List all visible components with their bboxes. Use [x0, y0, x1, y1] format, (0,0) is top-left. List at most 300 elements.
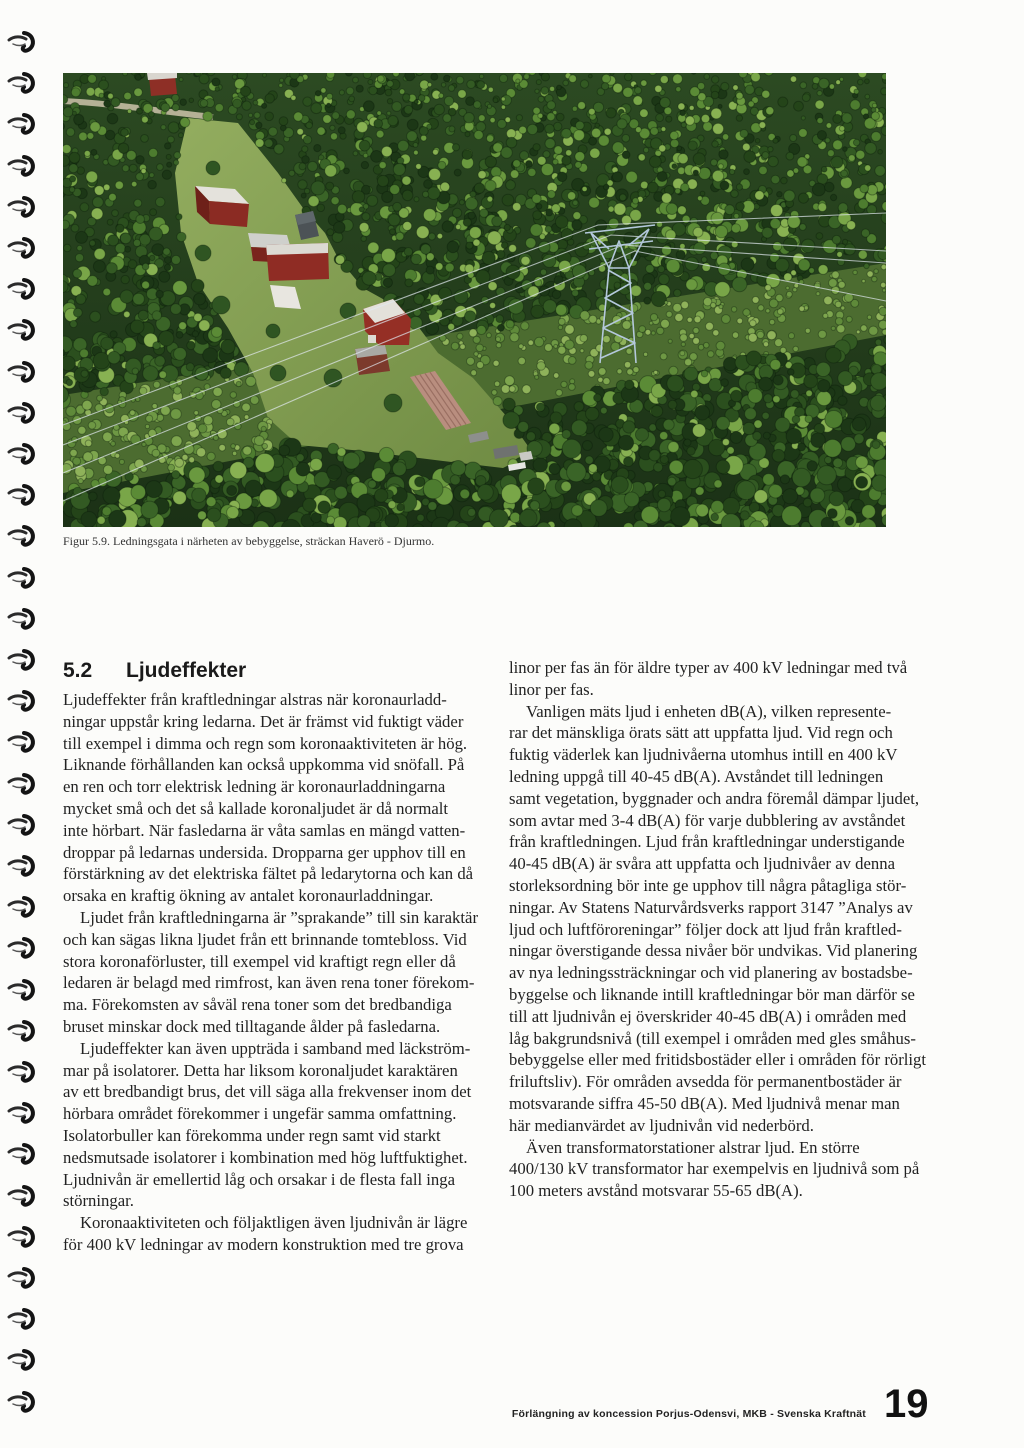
tree	[172, 94, 179, 101]
tree	[120, 233, 131, 244]
tree	[636, 127, 642, 133]
tree	[521, 322, 529, 330]
tree	[644, 352, 648, 356]
tree	[142, 263, 149, 270]
tree	[660, 76, 668, 84]
tree	[585, 361, 593, 369]
tree	[71, 88, 80, 97]
tree	[545, 226, 552, 233]
tree	[398, 140, 409, 151]
tree	[353, 151, 358, 156]
tree	[447, 241, 459, 253]
text-line: Liknande förhållanden kan också uppkomma vid snöfall. På	[63, 755, 465, 775]
binding-ring	[5, 689, 37, 713]
binding-coil	[5, 607, 37, 631]
tree	[661, 319, 670, 328]
tree	[763, 474, 775, 486]
tree	[817, 91, 822, 96]
tree	[658, 490, 665, 497]
tree	[598, 135, 609, 146]
tree	[246, 376, 256, 386]
tree	[414, 150, 419, 155]
tree	[524, 74, 530, 80]
text-line: och kan sägas likna ljudet från ett brinnande tomtebloss. Vid	[63, 929, 467, 949]
tree	[433, 149, 439, 155]
tree	[732, 332, 738, 338]
tree	[687, 317, 692, 322]
tree	[76, 231, 88, 243]
tree	[513, 160, 521, 168]
tree	[817, 391, 832, 406]
tree	[215, 104, 223, 112]
tree	[812, 183, 825, 196]
tree	[875, 166, 886, 177]
tree	[308, 161, 318, 171]
tree	[189, 98, 194, 103]
tree	[617, 369, 622, 374]
tree	[504, 224, 510, 230]
tree	[554, 344, 558, 348]
tree	[635, 428, 648, 441]
tree	[816, 362, 830, 376]
tree	[771, 204, 783, 216]
tree	[676, 87, 681, 92]
tree	[451, 461, 466, 476]
paragraph	[509, 1137, 929, 1202]
tree	[141, 501, 158, 518]
tree	[465, 311, 476, 322]
binding-coil	[5, 1142, 37, 1166]
tree	[769, 319, 774, 324]
tree	[423, 479, 443, 499]
tree	[532, 194, 541, 203]
binding-coil	[5, 1019, 37, 1043]
tree	[723, 134, 729, 140]
tree	[693, 328, 699, 334]
text-line: linor per fas.	[509, 679, 594, 699]
tree	[829, 491, 844, 506]
tree	[413, 143, 418, 148]
tree	[602, 83, 609, 90]
tree	[589, 108, 596, 115]
tree	[106, 263, 117, 274]
tree	[677, 146, 682, 151]
tree	[88, 422, 96, 430]
tree	[136, 156, 144, 164]
tree	[396, 232, 404, 240]
tree	[815, 100, 824, 109]
tree	[129, 164, 137, 172]
binding-ring	[5, 1142, 37, 1166]
tree	[817, 118, 823, 124]
tree	[830, 194, 836, 200]
tree	[718, 104, 722, 108]
tree	[121, 275, 129, 283]
tree	[164, 257, 171, 264]
tree	[294, 112, 303, 121]
tree	[715, 225, 727, 237]
tree	[174, 160, 179, 165]
text-line: av ett bredbandigt brus, det vill säga alla frekvenser inom det	[63, 1082, 472, 1102]
tree	[736, 92, 743, 99]
tree	[698, 83, 705, 90]
tree	[786, 428, 801, 443]
tree	[156, 197, 165, 206]
tree	[332, 112, 339, 119]
tree	[132, 181, 137, 186]
tree	[713, 330, 719, 336]
tree	[153, 381, 160, 388]
tree	[561, 129, 571, 139]
tree	[357, 515, 370, 527]
tree	[81, 512, 97, 528]
binding-ring	[5, 607, 37, 631]
tree	[858, 79, 864, 85]
tree	[159, 331, 174, 346]
tree	[167, 162, 172, 167]
tree	[673, 74, 683, 84]
paragraph	[63, 1212, 483, 1256]
tree	[411, 254, 421, 264]
tree	[730, 431, 742, 443]
tree	[335, 486, 348, 499]
tree	[649, 156, 661, 168]
tree	[513, 203, 521, 211]
tree	[730, 169, 735, 174]
tree	[554, 146, 562, 154]
tree	[385, 89, 392, 96]
tree	[91, 149, 97, 155]
tree	[152, 449, 160, 457]
tree	[204, 416, 213, 425]
tree	[853, 270, 857, 274]
tree	[882, 289, 885, 292]
tree	[582, 187, 587, 192]
tree	[573, 200, 578, 205]
tree	[518, 421, 529, 432]
binding-ring	[5, 195, 37, 219]
text-line: bruset minskar dock med tilltagande ålder på fasledarna.	[63, 1016, 441, 1036]
tree	[553, 159, 559, 165]
tree	[666, 116, 672, 122]
tree	[470, 191, 476, 197]
tree	[503, 412, 520, 429]
tree	[359, 223, 369, 233]
tree	[402, 190, 413, 201]
tree	[826, 347, 842, 363]
tree	[685, 359, 692, 366]
tree	[748, 101, 754, 107]
tree	[213, 461, 223, 471]
section-title: Ljudeffekter	[126, 659, 247, 682]
binding-coil	[5, 524, 37, 548]
tree	[862, 505, 876, 519]
tree	[232, 75, 237, 80]
tree	[805, 328, 810, 333]
tree	[427, 187, 440, 200]
tree	[414, 100, 418, 104]
tree	[303, 498, 317, 512]
tree	[80, 349, 89, 358]
tree	[333, 517, 346, 527]
tree	[536, 204, 542, 210]
tree	[824, 439, 842, 457]
tree	[506, 320, 514, 328]
text-line: friluftsliv). För områden avsedda för permanentbostäder är	[509, 1072, 902, 1092]
tree	[674, 289, 681, 296]
tree	[732, 277, 747, 292]
tree	[88, 74, 97, 83]
tree	[311, 181, 325, 195]
tree	[111, 441, 116, 446]
binding-coil	[5, 895, 37, 919]
tree	[385, 514, 399, 527]
tree	[69, 164, 78, 173]
tree	[837, 252, 843, 258]
tree	[783, 238, 797, 252]
tree	[173, 491, 186, 504]
tree	[498, 324, 505, 331]
tree	[325, 165, 337, 177]
binding-coil	[5, 1266, 37, 1290]
tree	[817, 466, 836, 485]
tree	[123, 73, 128, 76]
tree	[580, 335, 587, 342]
tree	[88, 492, 97, 501]
tree	[476, 344, 483, 351]
tree	[374, 119, 383, 128]
tree	[519, 509, 537, 527]
tree	[624, 492, 639, 507]
tree	[733, 85, 738, 90]
tree	[833, 114, 842, 123]
tree	[349, 96, 355, 102]
tree	[189, 457, 195, 463]
tree	[528, 478, 545, 495]
tree	[163, 248, 170, 255]
binding-coil	[5, 360, 37, 384]
tree	[775, 417, 790, 432]
binding-coil	[5, 1225, 37, 1249]
tree	[861, 325, 867, 331]
tree	[550, 86, 555, 91]
tree	[381, 248, 395, 262]
tree	[207, 452, 215, 460]
tree	[606, 108, 616, 118]
section-number: 5.2	[63, 659, 93, 682]
tree	[298, 180, 307, 189]
tree	[667, 375, 684, 392]
tree	[501, 97, 505, 101]
binding-coil	[5, 277, 37, 301]
tree	[97, 516, 105, 524]
tree	[86, 87, 95, 96]
tree	[872, 103, 877, 108]
tree	[107, 113, 118, 124]
tree	[172, 104, 179, 111]
tree	[782, 506, 802, 526]
tree	[424, 180, 433, 189]
tree	[676, 250, 685, 259]
text-line: motsvarande siffra 45-50 dB(A). Med ljudnivå menar man	[509, 1093, 900, 1113]
tree	[388, 214, 400, 226]
tree	[862, 279, 865, 282]
tree	[323, 115, 332, 124]
tree	[707, 351, 714, 358]
tree	[192, 488, 206, 502]
tree	[522, 385, 531, 394]
tree	[562, 430, 571, 439]
tree	[684, 439, 691, 446]
tree	[453, 208, 462, 217]
tree	[806, 390, 812, 396]
tree	[693, 338, 700, 345]
text-line: fuktig väderlek kan ljudnivåerna utomhus intill en 400 kV	[509, 745, 898, 765]
binding-coil	[5, 1060, 37, 1084]
tree	[124, 311, 130, 317]
tree	[63, 145, 71, 154]
tree	[73, 269, 82, 278]
tree	[448, 323, 455, 330]
tree	[182, 454, 188, 460]
tree	[832, 235, 841, 244]
tree	[485, 156, 496, 167]
tree	[669, 460, 683, 474]
tree	[711, 513, 719, 521]
binding-coil	[5, 648, 37, 672]
tree	[533, 458, 547, 472]
tree	[538, 96, 544, 102]
tree	[672, 164, 677, 169]
tree	[509, 245, 517, 253]
tree	[773, 138, 778, 143]
tree	[213, 387, 222, 396]
tree	[200, 99, 208, 107]
tree	[97, 395, 103, 401]
tree	[823, 313, 828, 318]
tree	[179, 78, 183, 82]
binding-coil	[5, 112, 37, 136]
tree	[414, 294, 425, 305]
tree	[131, 485, 146, 500]
tree	[448, 108, 456, 116]
tree	[103, 487, 120, 504]
tree	[286, 490, 294, 498]
tree	[850, 100, 860, 110]
tree	[197, 448, 206, 457]
tree	[575, 152, 585, 162]
tree	[678, 206, 687, 215]
tree	[176, 214, 182, 220]
tree	[536, 403, 544, 411]
tree	[414, 197, 419, 202]
tree	[660, 432, 668, 440]
tree	[526, 432, 535, 441]
tree	[657, 498, 670, 511]
tree	[141, 169, 146, 174]
tree	[444, 75, 451, 82]
tree	[557, 85, 562, 90]
tree	[363, 153, 368, 158]
tree	[706, 322, 714, 330]
tree	[719, 150, 728, 159]
tree	[99, 93, 104, 98]
tree	[78, 426, 86, 434]
text-line: störningar.	[63, 1191, 134, 1211]
tree	[421, 135, 427, 141]
tree	[719, 305, 723, 309]
tree	[701, 370, 708, 377]
tree	[227, 418, 235, 426]
tree	[530, 224, 542, 236]
tree	[530, 501, 540, 511]
page-number: 19	[884, 1382, 929, 1426]
tree	[150, 209, 157, 216]
tree	[149, 112, 155, 118]
spiral-binding	[0, 0, 44, 1448]
tree	[611, 476, 628, 493]
tree	[439, 93, 444, 98]
tree	[383, 278, 392, 287]
tree	[496, 343, 501, 348]
tree	[265, 139, 273, 147]
tree	[592, 128, 601, 137]
tree	[304, 188, 309, 193]
tree	[746, 351, 761, 366]
text-line: inte hörbart. När fasledarna är våta samlas en mängd vatten-	[63, 820, 466, 840]
tree	[119, 459, 124, 464]
tree	[302, 146, 308, 152]
tree	[115, 181, 123, 189]
tree	[87, 276, 98, 287]
tree	[134, 88, 142, 96]
tree	[693, 170, 698, 175]
tree	[327, 465, 342, 480]
tree	[623, 421, 635, 433]
tree	[575, 162, 582, 169]
tree	[854, 434, 864, 444]
tree	[221, 340, 235, 354]
tree	[604, 128, 611, 135]
tree	[533, 211, 542, 220]
tree	[520, 151, 529, 160]
binding-coil	[5, 401, 37, 425]
tree	[206, 497, 216, 507]
tree	[800, 82, 807, 89]
tree	[73, 308, 82, 317]
text-line: Vanligen mäts ljud i enheten dB(A), vilken represente-	[526, 701, 892, 721]
binding-ring	[5, 30, 37, 54]
tree	[825, 182, 835, 192]
binding-coil	[5, 1390, 37, 1414]
tree	[494, 381, 499, 386]
tree	[762, 412, 769, 419]
tree	[614, 203, 626, 215]
binding-ring	[5, 895, 37, 919]
text-line: Ljudet från kraftledningarna är ”sprakande” till sin karaktär	[80, 907, 478, 927]
binding-ring	[5, 978, 37, 1002]
tree	[874, 352, 887, 366]
binding-coil	[5, 772, 37, 796]
tree	[416, 164, 422, 170]
tree	[177, 232, 186, 241]
tree	[194, 411, 198, 415]
tree	[737, 481, 756, 500]
tree	[566, 150, 572, 156]
binding-coil	[5, 236, 37, 260]
tree	[755, 139, 760, 144]
tree	[798, 259, 810, 271]
